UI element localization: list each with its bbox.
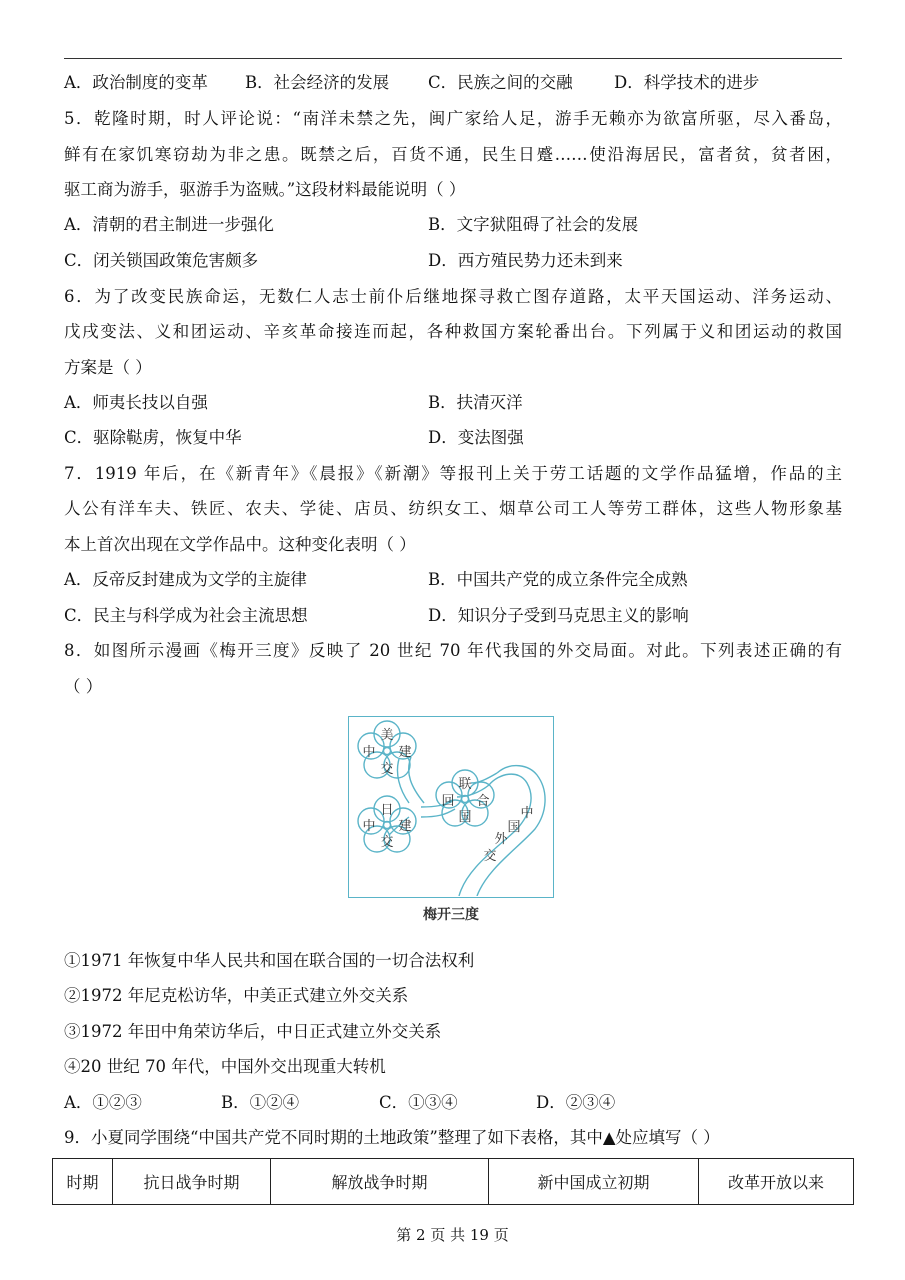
flower2-char-3: 建: [398, 819, 412, 834]
table-header-cell: 改革开放以来: [699, 1159, 854, 1205]
q7-option-a: A．反帝反封建成为文学的主旋律: [64, 570, 307, 589]
q7-line-2: 人公有洋车夫、铁匠、农夫、学徒、店员、纺织女工、烟草公司工人等劳工群体，这些人物形象基: [64, 499, 842, 518]
flower1-char-3: 建: [398, 745, 412, 760]
flower3-char-3: 合: [476, 794, 490, 809]
q8-options: [64, 1092, 615, 1114]
q7-line-3: 本上首次出现在文学作品中。这种变化表明（ ）: [64, 535, 416, 554]
q8-option-c: C．①③④: [379, 1093, 458, 1112]
q5-line-3: 驱工商为游手，驱游手为盗贼。”这段材料最能说明（ ）: [64, 180, 466, 199]
q5-line-2: 鲜有在家饥寒窃劫为非之患。既禁之后，百货不通，民生日蹙……使沿海居民，富者贫，贫者困，: [64, 145, 842, 164]
flower1-char-2: 中: [362, 745, 376, 760]
q6-option-d: D．变法图强: [428, 428, 524, 447]
q4-option-d: D．科学技术的进步: [614, 73, 760, 92]
flower2-char-4: 交: [380, 835, 394, 850]
plum-blossom-illustration: [349, 717, 552, 896]
cartoon-figure: [348, 716, 554, 898]
q8-statement-4: ④20 世纪 70 年代，中国外交出现重大转机: [64, 1057, 386, 1076]
flower1-char-4: 交: [380, 762, 394, 777]
table-header-cell: 抗日战争时期: [113, 1159, 271, 1205]
land-policy-table: [52, 1158, 854, 1205]
q5-option-b: B．文字狱阻碍了社会的发展: [428, 215, 639, 234]
header-rule: [64, 58, 842, 59]
q7-option-d: D．知识分子受到马克思主义的影响: [428, 606, 689, 625]
table-header-row: [53, 1159, 854, 1205]
branch-char-1: 中: [520, 806, 534, 821]
flower1-char-1: 美: [380, 728, 394, 743]
q4-options: [64, 72, 759, 94]
q6-option-b: B．扶清灭洋: [428, 393, 523, 412]
q6-option-c: C．驱除鞑虏，恢复中华: [64, 428, 242, 447]
flower2-char-1: 日: [380, 803, 394, 818]
q4-option-c: C．民族之间的交融: [428, 73, 573, 92]
q8-statement-2: ②1972 年尼克松访华，中美正式建立外交关系: [64, 986, 409, 1005]
q5-option-a: A．清朝的君主制进一步强化: [64, 215, 274, 234]
q8-option-a: A．①②③: [64, 1093, 142, 1112]
q8-option-d: D．②③④: [536, 1093, 616, 1112]
table-header-cell: 时期: [53, 1159, 113, 1205]
figure-caption: 梅开三度: [423, 907, 479, 923]
q6-line-2: 戊戌变法、义和团运动、辛亥革命接连而起，各种救国方案轮番出台。下列属于义和团运动的救国: [64, 322, 842, 341]
flower3-char-2: 回: [441, 794, 455, 809]
q6-line-3: 方案是（ ）: [64, 358, 152, 377]
q8-line-1: 8．如图所示漫画《梅开三度》反映了 20 世纪 70 年代我国的外交局面。对此。下列表述正确的有: [64, 641, 842, 660]
q7-line-1: 7．1919 年后，在《新青年》《晨报》《新潮》等报刊上关于劳工话题的文学作品猛增，作品的主: [64, 464, 842, 483]
q8-statement-3: ③1972 年田中角荣访华后，中日正式建立外交关系: [64, 1022, 442, 1041]
q6-option-a: A．师夷长技以自强: [64, 393, 208, 412]
q5-option-c: C．闭关锁国政策危害颇多: [64, 251, 259, 270]
q8-option-b: B．①②④: [221, 1093, 300, 1112]
table-header-cell: 解放战争时期: [271, 1159, 489, 1205]
q8-line-2: （ ）: [64, 677, 103, 696]
q6-line-1: 6．为了改变民族命运，无数仁人志士前仆后继地探寻救亡图存道路，太平天国运动、洋务运动、: [64, 287, 842, 306]
q5-line-1: 5．乾隆时期，时人评论说：“南洋未禁之先，闽广家给人足，游手无赖亦为欲富所驱，尽入番岛，: [64, 109, 842, 128]
branch-char-3: 外: [494, 832, 508, 847]
q7-option-b: B．中国共产党的成立条件完全成熟: [428, 570, 688, 589]
branch-char-2: 国: [507, 820, 521, 835]
q8-statement-1: ①1971 年恢复中华人民共和国在联合国的一切合法权利: [64, 951, 475, 970]
flower3-char-4: 国: [458, 810, 472, 825]
branch-char-4: 交: [483, 849, 497, 864]
table-header-cell: 新中国成立初期: [489, 1159, 699, 1205]
q7-option-c: C．民主与科学成为社会主流思想: [64, 606, 308, 625]
flower2-char-2: 中: [362, 819, 376, 834]
q4-option-b: B．社会经济的发展: [245, 73, 390, 92]
q9-line-1: 9．小夏同学围绕“中国共产党不同时期的土地政策”整理了如下表格，其中▲处应填写（ ）: [64, 1128, 720, 1147]
page-footer: 第 2 页 共 19 页: [396, 1226, 509, 1244]
flower3-char-1: 联: [458, 777, 472, 792]
q4-option-a: A．政治制度的变革: [64, 73, 208, 92]
q5-option-d: D．西方殖民势力还未到来: [428, 251, 623, 270]
